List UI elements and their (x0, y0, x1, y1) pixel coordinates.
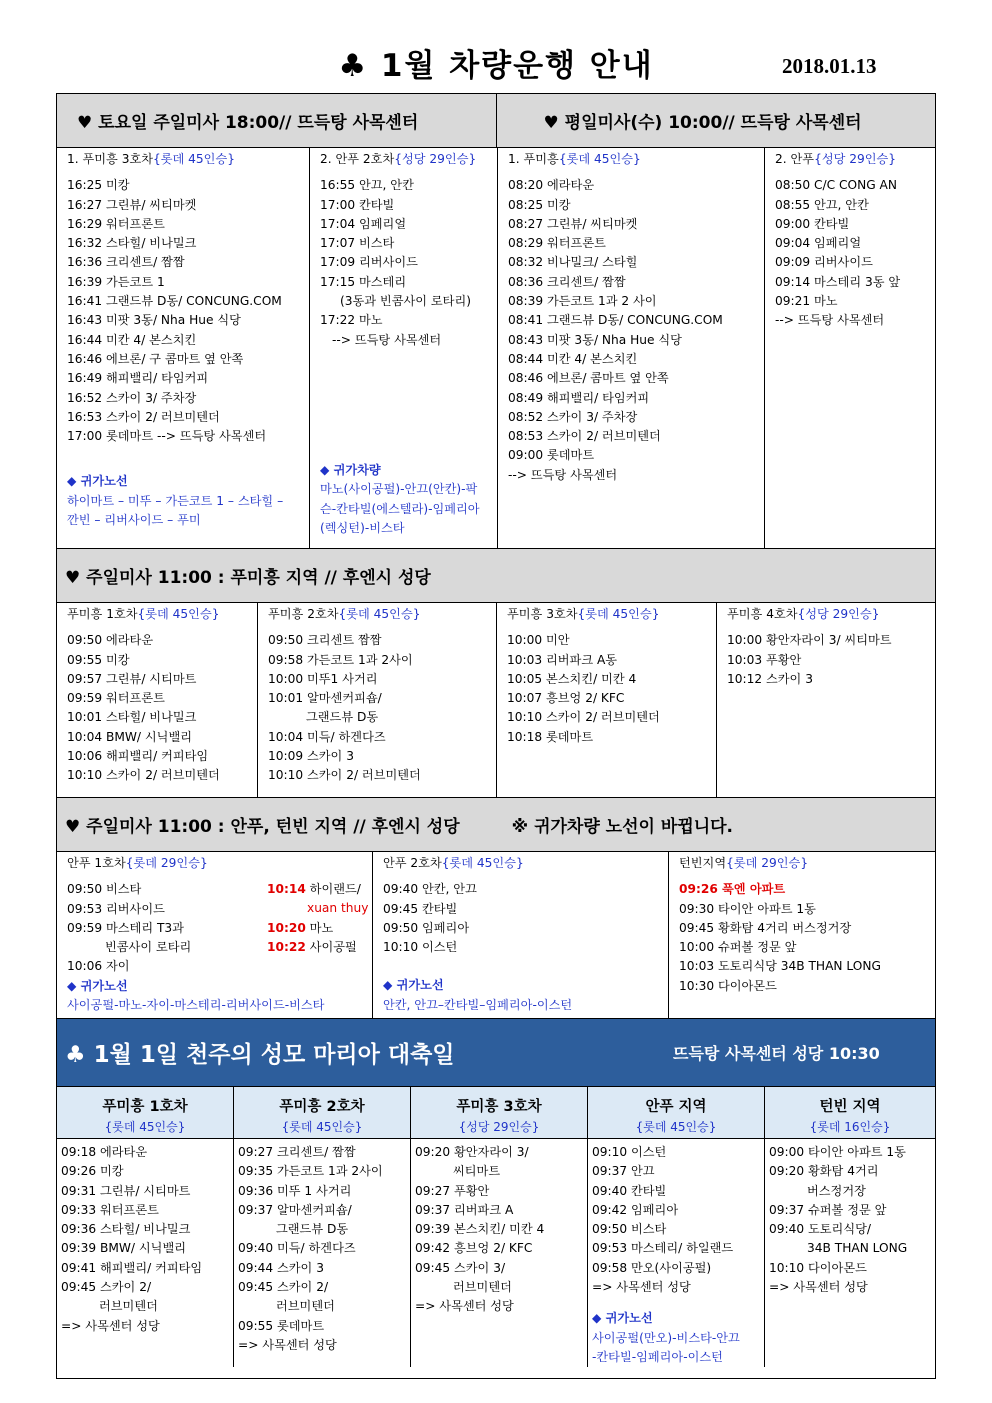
list-item: 09:50 에라타운 (67, 633, 154, 648)
list-item: 09:20 황화탐 4거리 (769, 1164, 879, 1179)
page-title: ♣ 1월 차량운행 안내 (338, 48, 654, 84)
list-item: 08:27 그린뷰/ 씨티마켓 (508, 216, 638, 231)
stop-note: 러브미텐더 (453, 1280, 512, 1295)
stop-list (268, 728, 492, 786)
bus-capacity: {롯데 45인승} (635, 1120, 717, 1134)
feast-col-4 (588, 1087, 765, 1367)
list-item: 10:07 흥브엉 2/ KFC (507, 691, 625, 706)
stop-list (592, 1143, 762, 1297)
list-item: 09:40 안칸, 안끄 (383, 882, 477, 897)
list-item: 16:53 스카이 2/ 러브미텐더 (67, 409, 220, 424)
return-route (67, 492, 305, 531)
list-item: 사이공펄(만오)-비스타-안끄 (592, 1330, 740, 1345)
bus-capacity: {성당 29인승} (394, 152, 477, 166)
list-item: 10:04 미득/ 하겐다즈 (268, 729, 386, 744)
stop: 09:53 리버사이드 (67, 901, 165, 916)
list-item: --> 뜨득탕 사목센터 (508, 467, 618, 482)
list-item: => 사목센터 성당 (769, 1280, 868, 1295)
list-item: 16:55 안끄, 안칸 (320, 178, 414, 193)
section-header: ♥ 주일미사 11:00 : 푸미흥 지역 // 후엔시 성당 (57, 549, 935, 603)
stop-list (415, 1143, 585, 1162)
list-item: 17:00 칸타빌 (320, 197, 395, 212)
list-item: 16:43 미팟 3동/ Nha Hue 식당 (67, 313, 241, 328)
list-item: 09:00 롯데마트 (508, 448, 595, 463)
list-item: 깐빈 – 리버사이드 – 푸미 (67, 513, 201, 528)
stop-list (507, 631, 712, 747)
list-item: 09:58 가든코트 1과 2사이 (268, 652, 413, 667)
list-item: 09:37 안끄 (592, 1164, 655, 1179)
list-item: 10:12 스카이 3 (727, 671, 813, 686)
list-item: 09:45 칸타빌 (383, 901, 458, 916)
stop-list (383, 880, 664, 957)
return-route-title: ◆ 귀가노선 (67, 474, 128, 489)
stop-note: 버스정거장 (807, 1183, 866, 1198)
list-item: 10:10 스카이 2/ 러브미텐더 (507, 710, 660, 725)
list-item: 16:52 스카이 3/ 주차장 (67, 390, 197, 405)
list-item: 09:53 마스테리/ 하일랜드 (592, 1241, 734, 1256)
list-item: 09:27 푸황안 (415, 1183, 490, 1198)
bus-column-pumihung3 (497, 603, 717, 797)
bus-name: 1. 푸미흥 (508, 152, 559, 166)
list-item: 10:10 다이아몬드 (769, 1260, 867, 1275)
list-item: 09:33 워터프론트 (61, 1202, 159, 1217)
return-route: 사이공펄-마노-자이-마스테리-리버사이드-비스타 (67, 998, 325, 1013)
list-item: 09:20 황안자라이 3/ (415, 1145, 529, 1159)
list-item: => 사목센터 성당 (61, 1318, 160, 1333)
return-route (320, 480, 493, 538)
list-item: 17:07 비스타 (320, 236, 395, 251)
stop-note: 빈콤사이 로타리 (105, 940, 192, 955)
stop-note: 러브미텐더 (276, 1299, 335, 1314)
bus-name: 안푸 지역 (645, 1099, 707, 1115)
list-item: 09:18 에라타운 (61, 1145, 148, 1159)
list-item: -칸타빌-임페리아-이스턴 (592, 1349, 723, 1364)
sunday-anpu-section (56, 797, 936, 1019)
list-item: 09:39 본스치킨/ 미칸 4 (415, 1222, 545, 1237)
bus-column-anpu2 (310, 148, 498, 548)
bus-capacity: {롯데 29인승} (125, 856, 208, 870)
list-item: 09:50 임페리아 (383, 920, 470, 935)
bus-name: 푸미흥 3호차 (456, 1099, 542, 1115)
list-item: 10:06 해피밸리/ 커피타임 (67, 749, 209, 764)
stop-list (238, 1317, 408, 1356)
bus-capacity: {롯데 45인승} (558, 152, 641, 166)
list-item: 10:09 스카이 3 (268, 749, 354, 764)
stop-list (67, 176, 305, 446)
stop-highlighted: 09:26 푹엔 아파트 (679, 882, 786, 897)
bus-column-weekday-anpu (765, 148, 935, 548)
stop-list (415, 1297, 585, 1316)
list-item: 08:44 미칸 4/ 본스치킨 (508, 351, 638, 366)
list-item: => 사목센터 성당 (592, 1280, 691, 1295)
bus-name: 푸미흥 4호차 (727, 607, 798, 621)
list-item: 09:45 스카이 2/ (61, 1280, 152, 1295)
list-item: --> 뜨득탕 사목센터 (775, 313, 885, 328)
list-item: 09:42 임페리아 (592, 1202, 679, 1217)
list-item: 09:36 미뚜 1 사거리 (238, 1183, 352, 1198)
bus-name: 턴빈지역 (679, 856, 727, 870)
saturday-mass-header: ♥ 토요일 주일미사 18:00// 뜨득탕 사목센터 (57, 94, 497, 147)
list-item: 하이마트 – 미뚜 – 가든코트 1 – 스타힐 – (67, 493, 284, 508)
list-item: 09:55 롯데마트 (238, 1318, 325, 1333)
list-item: 16:27 그린뷰/ 씨티마켓 (67, 197, 197, 212)
sunday-pumihung-section (56, 548, 936, 798)
feast-header (57, 1019, 935, 1087)
bus-capacity: {성당 29인승} (797, 607, 880, 621)
list-item: 08:25 미캉 (508, 197, 571, 212)
stop-list (727, 631, 931, 689)
page-date: 2018.01.13 (782, 54, 877, 78)
list-item: 09:00 타이안 아파트 1동 (769, 1145, 906, 1159)
list-item: 08:39 가든코트 1과 2 사이 (508, 294, 657, 309)
bus-capacity: {롯데 45인승} (104, 1120, 186, 1134)
list-item: 08:46 에브론/ 콤마트 옆 안쪽 (508, 371, 669, 386)
feast-col-2 (234, 1087, 411, 1367)
list-item: 09:37 슈퍼볼 정문 앞 (769, 1202, 887, 1217)
list-item: 10:03 푸황안 (727, 652, 802, 667)
list-item: 10:01 알마센커피숍/ (268, 691, 382, 706)
stop-note: 34B THAN LONG (807, 1241, 908, 1256)
bus-column-pumihung3 (57, 148, 310, 548)
list-item: 09:44 스카이 3 (238, 1260, 324, 1275)
bus-capacity: {롯데 45인승} (441, 856, 524, 870)
list-item: 10:18 롯데마트 (507, 729, 594, 744)
list-item: 08:32 비나밀크/ 스타힐 (508, 255, 638, 270)
list-item: 10:00 미뚜1 사거리 (268, 671, 378, 686)
bus-name: 푸미흥 2호차 (279, 1099, 365, 1115)
stop: 17:22 마노 (320, 313, 383, 328)
list-item: 10:00 황안자라이 3/ 씨티마트 (727, 633, 892, 648)
list-item: 08:41 그랜드뷰 D동/ CONCUNG.COM (508, 313, 723, 328)
list-item: 16:25 미캉 (67, 178, 130, 193)
return-route: 안칸, 안끄–칸타빌–임페리아-이스턴 (383, 997, 573, 1012)
list-item: 10:10 스카이 2/ 러브미텐더 (268, 768, 421, 783)
bus-capacity: {롯데 45인승} (577, 607, 660, 621)
list-item: 10:00 미안 (507, 633, 570, 648)
feast-place: 뜨득탕 사목센터 성당 10:30 (673, 1044, 880, 1063)
bus-capacity: {롯데 45인승} (338, 607, 421, 621)
list-item: 09:09 리버사이드 (775, 255, 873, 270)
destination: --> 뜨득탕 사목센터 (332, 332, 442, 347)
list-item: 09:40 칸타빌 (592, 1183, 667, 1198)
list-item: 09:40 도토리식당/ (769, 1222, 871, 1237)
stop-list (61, 1143, 231, 1297)
bus-name: 푸미흥 1호차 (67, 607, 138, 621)
bus-column-pumihung2 (258, 603, 497, 797)
stop-list (679, 900, 931, 996)
list-item: 09:50 크리센트 짬짬 (268, 633, 382, 648)
weekday-mass-header: ♥ 평일미사(수) 10:00// 뜨득탕 사목센터 (543, 113, 862, 133)
stop-list (61, 1317, 231, 1336)
list-item: 09:59 워터프론트 (67, 691, 165, 706)
stop-list (238, 1143, 408, 1220)
list-item: 08:20 에라타운 (508, 178, 595, 193)
list-item: 09:31 그린뷰/ 시티마트 (61, 1183, 191, 1198)
list-item: 08:55 안끄, 안칸 (775, 197, 869, 212)
bus-capacity: {롯데 45인승} (281, 1120, 363, 1134)
bus-name: 안푸 1호차 (67, 856, 126, 870)
stop-list (508, 176, 760, 485)
stop-note: 씨티마트 (453, 1164, 501, 1179)
list-item: 09:58 만오(사이공펄) (592, 1260, 712, 1275)
bus-capacity: {롯데 29인승} (726, 856, 809, 870)
list-item: 09:45 스카이 2/ (238, 1280, 329, 1295)
return-route-title: ◆ 귀가차량 (320, 462, 381, 477)
list-item: 10:03 도토리식당 34B THAN LONG (679, 959, 881, 974)
list-item: 08:52 스카이 3/ 주차장 (508, 409, 638, 424)
stop-list (775, 176, 931, 330)
bus-name: 1. 푸미흥 3호차 (67, 152, 153, 166)
list-item: 10:03 리버파크 A동 (507, 652, 618, 667)
bus-column-thaodien (669, 852, 935, 1018)
list-item: 08:50 C/C CONG AN (775, 178, 897, 193)
list-item: 08:49 해피밸리/ 타임커피 (508, 390, 650, 405)
stop: 09:59 마스테리 T3과 (67, 920, 184, 935)
list-item: 09:40 미득/ 하겐다즈 (238, 1241, 356, 1256)
bus-capacity: {성당 29인승} (814, 152, 897, 166)
list-item: 10:01 스타힐/ 비나밀크 (67, 710, 197, 725)
list-item: 16:46 에브론/ 구 콤마트 옆 안쪽 (67, 351, 244, 366)
list-item: 09:04 임페리얼 (775, 236, 862, 251)
list-item: 09:50 비스타 (592, 1222, 667, 1237)
list-item: 08:36 크리센트/ 짬짬 (508, 274, 626, 289)
list-item: 09:55 미캉 (67, 652, 130, 667)
bus-name: 푸미흥 3호차 (507, 607, 578, 621)
bus-column-pumihung4 (717, 603, 935, 797)
list-item: 09:45 황화탐 4거리 버스정거장 (679, 920, 852, 935)
list-item: 08:53 스카이 2/ 러브미텐더 (508, 429, 661, 444)
stop-list (415, 1182, 585, 1278)
return-stops: 10:14 하이랜드/ xuan thuy 10:20 마노 10:22 사이공펄 (267, 882, 369, 954)
return-route-title: ◆ 귀가노선 (383, 978, 444, 993)
bus-capacity: {롯데 45인승} (137, 607, 220, 621)
list-item: 09:10 이스턴 (592, 1145, 667, 1159)
list-item: 슨-칸타빌(에스텔라)-임페리아 (320, 501, 480, 516)
list-item: 16:41 그랜드뷰 D동/ CONCUNG.COM (67, 294, 282, 309)
feast-col-1 (57, 1087, 234, 1367)
list-item: 10:30 다이아몬드 (679, 978, 777, 993)
route-change-notice: ※ 귀가차량 노선이 바뀝니다. (511, 817, 734, 837)
list-item: 10:04 BMW/ 시닉밸리 (67, 729, 192, 744)
list-item: (렉싱턴)-비스타 (320, 520, 405, 535)
section-header (57, 94, 935, 148)
list-item: 09:45 스카이 3/ (415, 1260, 506, 1275)
list-item: 17:09 리버사이드 (320, 255, 418, 270)
feast-title: ♣ 1월 1일 천주의 성모 마리아 대축일 (65, 1042, 455, 1068)
list-item: 17:04 임페리얼 (320, 216, 407, 231)
bus-name: 푸미흥 2호차 (268, 607, 339, 621)
list-item: 16:39 가든코트 1 (67, 274, 165, 289)
list-item: 09:00 칸타빌 (775, 216, 850, 231)
feast-table (57, 1087, 935, 1367)
list-item: 08:29 워터프론트 (508, 236, 606, 251)
stop: 10:06 자이 (67, 959, 130, 974)
list-item: 10:10 스카이 2/ 러브미텐더 (67, 768, 220, 783)
stop-note: (3동과 빈콤사이 로타리) (340, 294, 471, 309)
stop-list (769, 1259, 933, 1298)
list-item: 09:30 타이안 아파트 1동 (679, 901, 816, 916)
bus-name: 2. 안푸 (775, 152, 815, 166)
list-item: 09:35 가든코트 1과 2사이 (238, 1164, 383, 1179)
list-item: 10:05 본스치킨/ 미칸 4 (507, 671, 637, 686)
bus-capacity: {롯데 16인승} (809, 1120, 891, 1134)
list-item: 09:42 흥브엉 2/ KFC (415, 1241, 533, 1256)
list-item: 09:27 크리센트/ 짬짬 (238, 1145, 356, 1159)
list-item: 16:49 해피밸리/ 타임커피 (67, 371, 209, 386)
stop-list (67, 631, 253, 785)
stop-list (769, 1143, 933, 1182)
return-route-title: ◆ 귀가노선 (592, 1311, 653, 1326)
list-item: 16:36 크리센트/ 짬짬 (67, 255, 185, 270)
list-item: 09:26 미캉 (61, 1164, 124, 1179)
stop-note: 그랜드뷰 D동 (276, 1222, 349, 1237)
list-item: 마노(사이공펄)-안끄(안칸)-팍 (320, 482, 478, 497)
bus-column-anpu1 (57, 852, 373, 1018)
list-item: 16:44 미칸 4/ 본스치킨 (67, 332, 197, 347)
list-item: 16:29 워터프론트 (67, 216, 165, 231)
list-item: 17:00 롯데마트 --> 뜨득탕 사목센터 (67, 429, 267, 444)
list-item: 10:00 슈퍼볼 정문 앞 (679, 940, 797, 955)
stop-note: 그랜드뷰 D동 (306, 710, 379, 725)
bus-column-weekday-pumihung (498, 148, 765, 548)
list-item: => 사목센터 성당 (238, 1337, 337, 1352)
section-title: ♥ 주일미사 11:00 : 안푸, 턴빈 지역 // 후엔시 성당 (65, 817, 460, 837)
list-item: 09:36 스타힐/ 비나밀크 (61, 1222, 191, 1237)
feast-section (56, 1018, 936, 1379)
stop-list (769, 1201, 933, 1240)
stop-list (268, 631, 492, 708)
bus-column-anpu2 (373, 852, 669, 1018)
return-route (592, 1329, 762, 1368)
stop-list (320, 176, 493, 292)
list-item: 17:15 마스테리 (320, 274, 407, 289)
list-item: 09:39 BMW/ 시닉밸리 (61, 1241, 186, 1256)
list-item: 16:32 스타힐/ 비나밀크 (67, 236, 197, 251)
return-route-title: ◆ 귀가노선 (67, 978, 128, 993)
stop-note: 러브미텐더 (99, 1299, 158, 1314)
bus-name: 푸미흥 1호차 (102, 1099, 188, 1115)
list-item: 08:43 미팟 3동/ Nha Hue 식당 (508, 332, 682, 347)
stop-list (238, 1239, 408, 1297)
bus-capacity: {성당 29인승} (458, 1120, 540, 1134)
list-item: 09:41 해피밸리/ 커피타임 (61, 1260, 203, 1275)
feast-col-5 (765, 1087, 936, 1367)
list-item: => 사목센터 성당 (415, 1299, 514, 1314)
stop: 09:50 비스타 (67, 882, 142, 897)
list-item: 09:37 알마센커피숍/ (238, 1202, 352, 1217)
section-header (57, 798, 935, 852)
bus-name: 2. 안푸 2호차 (320, 152, 395, 166)
bus-column-pumihung1 (57, 603, 258, 797)
bus-name: 턴빈 지역 (819, 1099, 881, 1115)
list-item: 09:21 마노 (775, 294, 838, 309)
bus-name: 안푸 2호차 (383, 856, 442, 870)
list-item: 09:37 리버파크 A (415, 1202, 514, 1217)
feast-col-3 (411, 1087, 588, 1367)
list-item: 09:14 마스테리 3동 앞 (775, 274, 901, 289)
list-item: 10:10 이스턴 (383, 940, 458, 955)
saturday-weekday-section (56, 93, 936, 549)
list-item: 09:57 그린뷰/ 시티마트 (67, 671, 197, 686)
bus-capacity: {롯데 45인승} (153, 152, 235, 166)
